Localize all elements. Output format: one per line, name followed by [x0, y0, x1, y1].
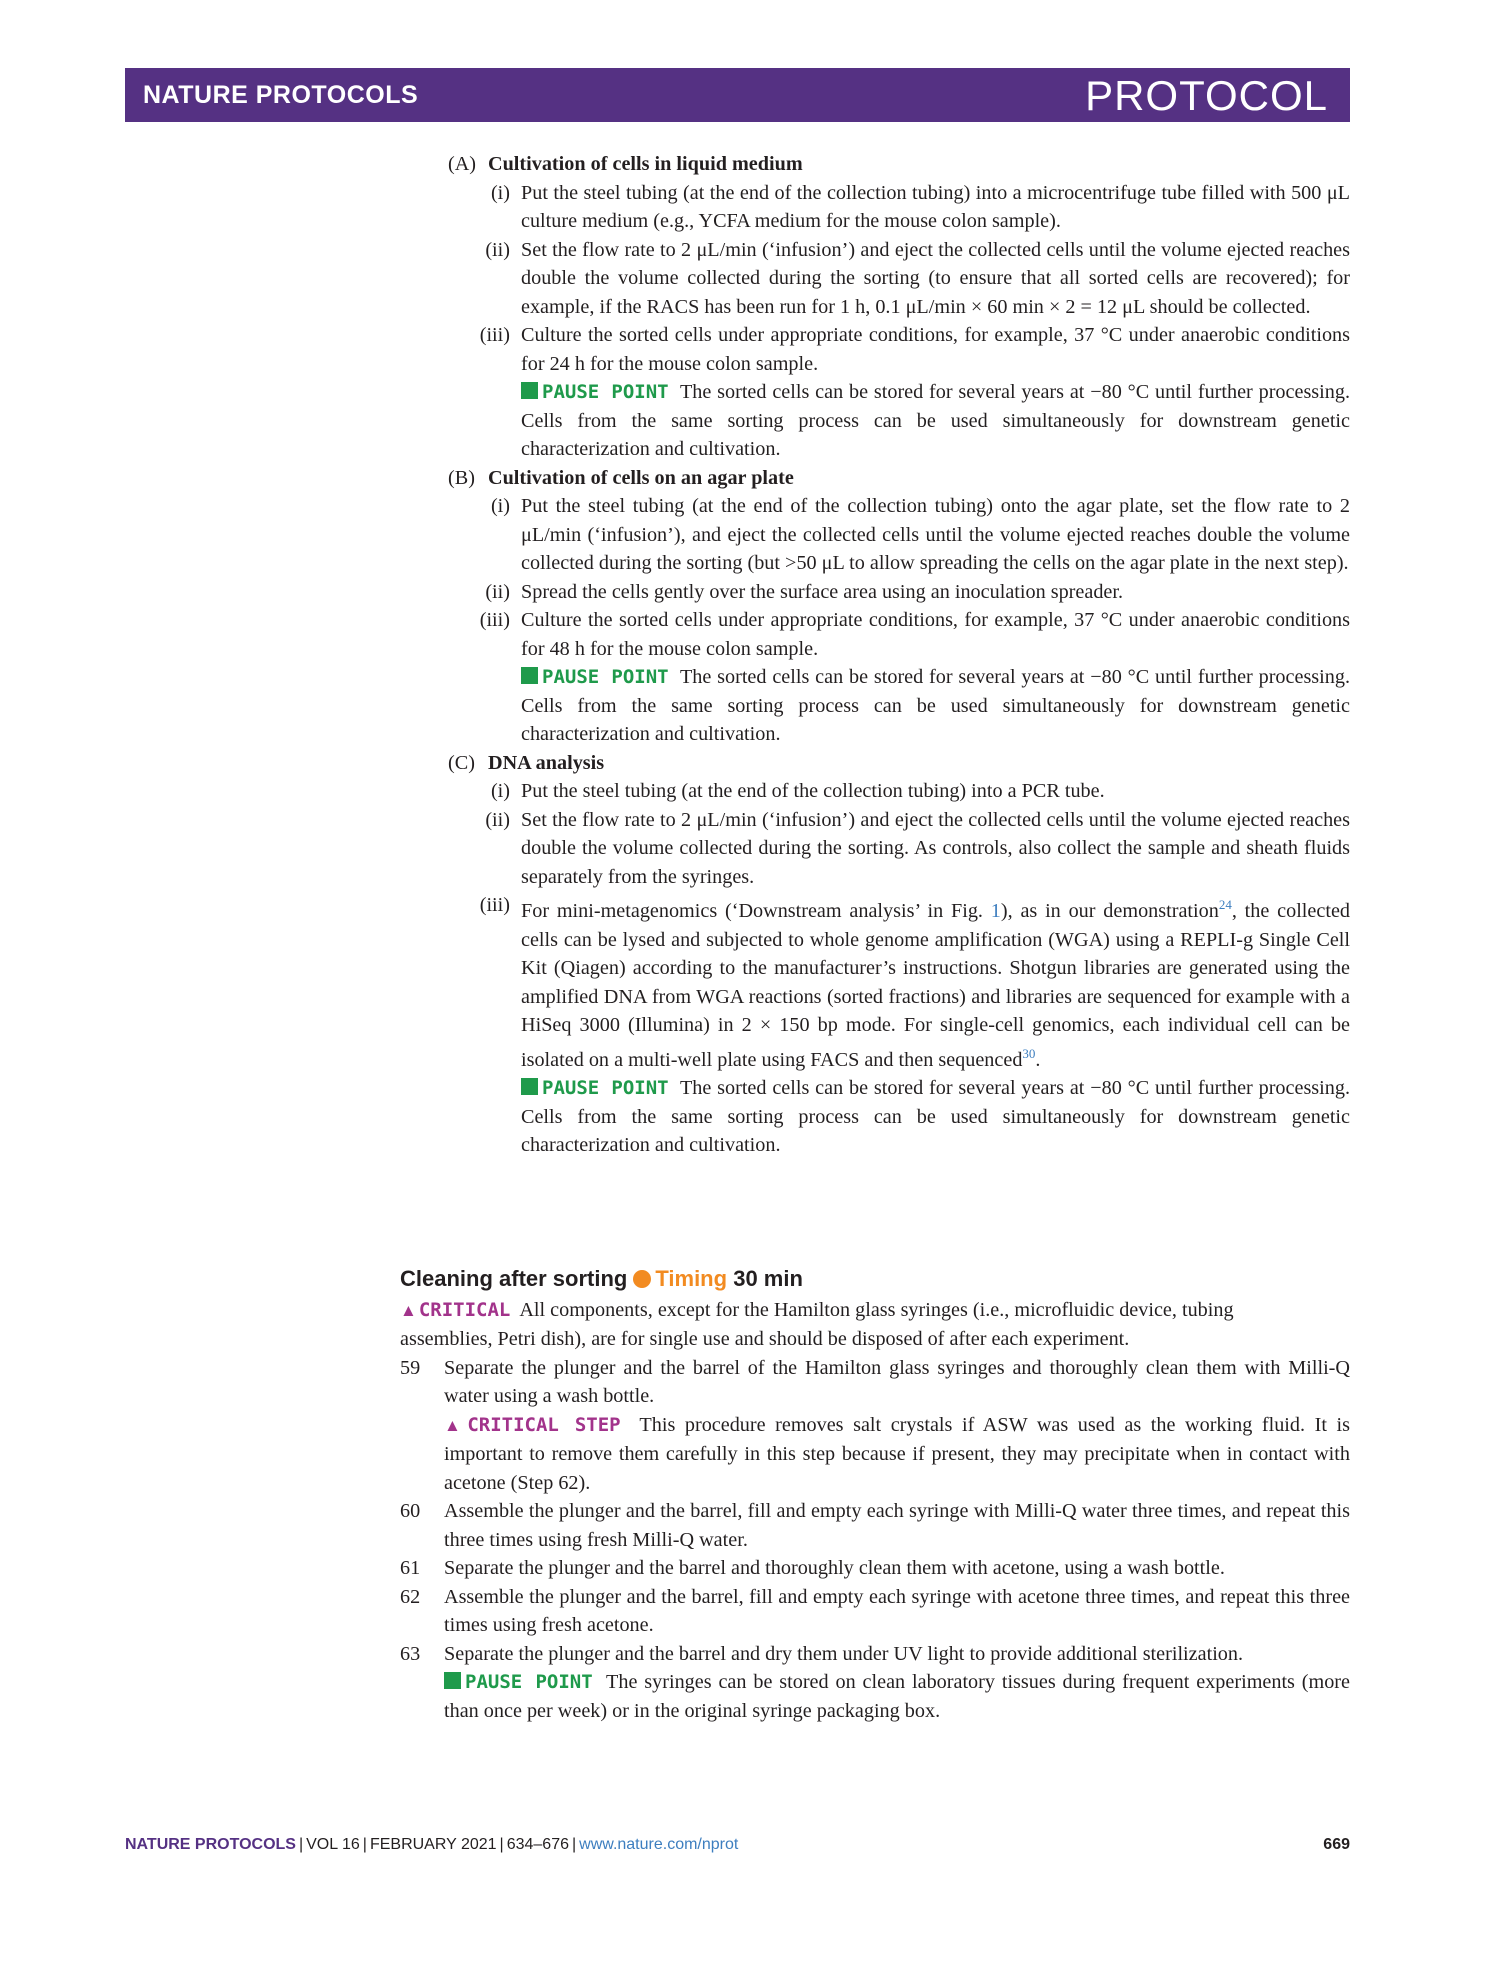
- footer-journal: NATURE PROTOCOLS: [125, 1836, 296, 1853]
- footer-url-link[interactable]: www.nature.com/nprot: [579, 1836, 739, 1853]
- part-a-item: (ii) Set the flow rate to 2 μL/min (‘infusion’) and eject the collected cells until the volume ejected reaches double the volume collected during the sorting (to ensure that all sorted cells are recovered); for example, if the RACS has been run for 1 h, 0.1 μL/min × 60 min × 2 = 12 μL should be collected.: [485, 238, 1350, 318]
- pause-point-final: PAUSE POINT The syringes can be stored on clean laboratory tissues during frequent experiments (more than once per week) or in the original syringe packaging box.: [444, 1671, 1350, 1722]
- reference-link[interactable]: 30: [1022, 1045, 1036, 1061]
- step-item: 63 Separate the plunger and the barrel and dry them under UV light to provide additional sterilization.: [400, 1642, 1244, 1665]
- part-a-heading: [400, 150, 1350, 179]
- pause-point-b: PAUSE POINT The sorted cells can be stored for several years at −80 °C until further processing. Cells from the same sorting process can be used simultaneously for downstream genetic characterization and cultivation.: [521, 666, 1350, 745]
- part-b-label: (B): [448, 466, 475, 489]
- part-a-label: (A): [448, 153, 477, 175]
- page-footer: NATURE PROTOCOLS | VOL 16 | FEBRUARY 2021 | 634–676 | www.nature.com/nprot 669: [125, 1836, 1350, 1853]
- step-item: 61 Separate the plunger and the barrel and thoroughly clean them with acetone, using a wash bottle.: [400, 1557, 1225, 1579]
- step-item: 60 Assemble the plunger and the barrel, fill and empty each syringe with Milli-Q water three times, and repeat this three times using fresh Milli-Q water.: [400, 1500, 1350, 1551]
- part-a-item: (i) Put the steel tubing (at the end of the collection tubing) into a microcentrifuge tube filled with 500 μL culture medium (e.g., YCFA medium for the mouse colon sample).: [490, 181, 1350, 232]
- header-bar: [125, 68, 1350, 122]
- part-b-item: (i) Put the steel tubing (at the end of the collection tubing) onto the agar plate, set the flow rate to 2 μL/min (‘infusion’), and eject the collected cells until the volume ejected reaches double the volume collected during the sorting (but >50 μL to allow spreading the cells on the agar plate in the next step).: [490, 495, 1350, 574]
- cleaning-section: [400, 1243, 1350, 1725]
- part-b-heading: [400, 464, 1350, 493]
- critical-triangle-icon: ▲: [444, 1415, 466, 1435]
- part-c-label: (C): [448, 751, 475, 774]
- footer-volume: VOL 16: [306, 1836, 360, 1853]
- section-heading: Cleaning after sorting Timing 30 min: [400, 1266, 803, 1291]
- step-item: 62 Assemble the plunger and the barrel, fill and empty each syringe with acetone three times, and repeat this three times using fresh acetone.: [400, 1585, 1350, 1636]
- reference-link[interactable]: 24: [1218, 897, 1232, 912]
- pause-point-c: PAUSE POINT The sorted cells can be stored for several years at −80 °C until further processing. Cells from the same sorting process can be used simultaneously for downstream genetic characterization and cultivation.: [521, 1077, 1350, 1156]
- figure-link[interactable]: 1: [990, 900, 1001, 922]
- pause-square-icon: [521, 382, 538, 399]
- part-c-item: (iii) For mini-metagenomics (‘Downstream analysis’ in Fig. 1), as in our demonstration$^{24}$, the collected cells can be lysed and subjected to whole genome amplification (WGA) using a REPLI-g Single Cell Kit (Qiagen) according to the manufacturer’s instructions. Shotgun libraries are generated using the amplified DNA from WGA reactions (sorted fractions) and libraries are sequenced for example with a HiSeq 3000 (Illumina) in 2 × 150 bp mode. For single-cell genomics, each individual cell can be isolated on a multi-well plate using FACS and then sequenced$^{30}$.: [479, 894, 1350, 1071]
- part-a-title: Cultivation of cells in liquid medium: [488, 153, 803, 175]
- journal-name: NATURE PROTOCOLS: [143, 81, 419, 109]
- step-list: [400, 1354, 1350, 1726]
- part-a-item: (iii) Culture the sorted cells under appropriate conditions, for example, 37 °C under anaerobic conditions for 24 h for the mouse colon sample.: [479, 324, 1350, 375]
- part-b-title: Cultivation of cells on an agar plate: [488, 466, 794, 489]
- part-c-heading: [400, 749, 1350, 778]
- critical-note: ▲ CRITICAL All components, except for the Hamilton glass syringes (i.e., microfluidic device, tubing assemblies, Petri dish), are for single use and should be disposed of after each experiment.: [400, 1298, 1234, 1350]
- part-c-title: DNA analysis: [488, 751, 605, 774]
- page-number: 669: [1323, 1836, 1350, 1853]
- part-b-item: (ii) Spread the cells gently over the surface area using an inoculation spreader.: [485, 580, 1124, 603]
- footer-pages: 634–676: [506, 1836, 569, 1853]
- critical-step-note: ▲ CRITICAL STEP This procedure removes salt crystals if ASW was used as the working fluid. It is important to remove them carefully in this step because if present, they may precipitate when in contact with acetone (Step 62).: [444, 1413, 1351, 1494]
- step-item: 59 Separate the plunger and the barrel of the Hamilton glass syringes and thoroughly clean them with Milli-Q water using a wash bottle.: [400, 1356, 1350, 1407]
- pause-square-icon: [521, 1078, 538, 1095]
- pause-square-icon: [521, 667, 538, 684]
- timing-dot-icon: [633, 1270, 651, 1288]
- pause-point-a: PAUSE POINT The sorted cells can be stored for several years at −80 °C until further processing. Cells from the same sorting process can be used simultaneously for downstream genetic characterization and cultivation.: [521, 381, 1350, 460]
- critical-triangle-icon: ▲: [400, 1300, 417, 1320]
- main-content: [400, 150, 1350, 1160]
- part-c-item: (ii) Set the flow rate to 2 μL/min (‘infusion’) and eject the collected cells until the volume ejected reaches double the volume collected during the sorting. As controls, also collect the sample and sheath fluids separately from the syringes.: [485, 808, 1350, 888]
- part-b-item: (iii) Culture the sorted cells under appropriate conditions, for example, 37 °C under anaerobic conditions for 48 h for the mouse colon sample.: [479, 609, 1350, 660]
- article-type: PROTOCOL: [1085, 72, 1328, 119]
- pause-square-icon: [444, 1672, 461, 1689]
- footer-date: FEBRUARY 2021: [369, 1836, 497, 1853]
- part-c-item: (i) Put the steel tubing (at the end of the collection tubing) into a PCR tube.: [490, 780, 1105, 802]
